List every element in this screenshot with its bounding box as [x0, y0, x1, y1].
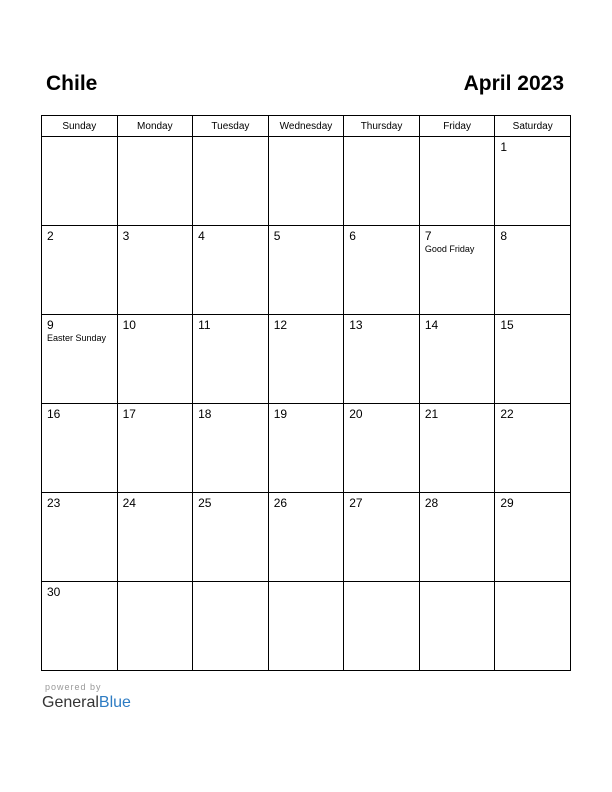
holiday-label: [495, 243, 570, 244]
holiday-label: [495, 332, 570, 333]
day-number: 26: [273, 496, 288, 510]
week-row: [42, 582, 571, 671]
holiday-label: [42, 243, 117, 244]
day-cell: [495, 493, 571, 582]
weekday-header: Friday: [419, 116, 495, 137]
day-cell: [419, 493, 495, 582]
holiday-label: [420, 510, 495, 511]
day-number: 28: [424, 496, 439, 510]
holiday-label: [118, 243, 193, 244]
holiday-label: [269, 140, 344, 141]
holiday-label: [269, 243, 344, 244]
holiday-label: [495, 421, 570, 422]
day-number: 13: [349, 318, 363, 332]
day-number: 21: [424, 407, 439, 421]
holiday-label: [193, 332, 268, 333]
holiday-label: [344, 140, 419, 141]
day-number: 5: [273, 229, 281, 243]
holiday-label: [420, 585, 495, 586]
day-cell: [268, 137, 344, 226]
day-cell: [344, 404, 420, 493]
day-cell: [42, 582, 118, 671]
weekday-header-row: [42, 116, 571, 137]
day-number: 25: [198, 496, 212, 510]
day-cell: [268, 493, 344, 582]
country-title: Chile: [46, 72, 98, 95]
holiday-label: [193, 421, 268, 422]
day-cell: [117, 315, 193, 404]
day-cell: [268, 582, 344, 671]
day-cell: [495, 137, 571, 226]
holiday-label: [193, 510, 268, 511]
weekday-header: Saturday: [495, 116, 571, 137]
holiday-label: [495, 154, 570, 155]
day-number: 30: [47, 585, 61, 599]
holiday-label: [495, 510, 570, 511]
day-number: 15: [500, 318, 514, 332]
holiday-label: [193, 243, 268, 244]
holiday-label: [118, 585, 193, 586]
day-number: 1: [500, 140, 508, 154]
day-number: 12: [273, 318, 288, 332]
day-number: 3: [122, 229, 130, 243]
day-number: 20: [349, 407, 363, 421]
generalblue-logo[interactable]: [42, 693, 131, 713]
day-cell: [268, 404, 344, 493]
day-cell: [419, 137, 495, 226]
day-number: 24: [122, 496, 136, 510]
day-cell: [344, 315, 420, 404]
holiday-label: [42, 510, 117, 511]
day-number: 27: [349, 496, 363, 510]
powered-by-label: powered by: [45, 682, 102, 692]
day-cell: [268, 315, 344, 404]
day-cell: [344, 582, 420, 671]
day-cell: [42, 493, 118, 582]
day-cell: [193, 315, 269, 404]
holiday-label: [344, 332, 419, 333]
holiday-label: [118, 140, 193, 141]
day-number: 22: [500, 407, 514, 421]
day-number: 23: [47, 496, 61, 510]
holiday-label: [269, 421, 344, 422]
day-cell: [117, 404, 193, 493]
day-cell: [193, 582, 269, 671]
holiday-label: [42, 599, 117, 600]
weekday-header: Sunday: [42, 116, 118, 137]
day-cell: [419, 226, 495, 315]
day-number: 29: [500, 496, 514, 510]
day-number: 9: [47, 318, 54, 332]
day-number: 18: [198, 407, 212, 421]
day-number: 16: [47, 407, 61, 421]
weekday-header: Wednesday: [268, 116, 344, 137]
day-cell: [495, 315, 571, 404]
day-number: 8: [500, 229, 508, 243]
day-cell: [193, 137, 269, 226]
holiday-label: Easter Sunday: [47, 333, 107, 343]
day-number: 11: [198, 318, 211, 332]
day-cell: [193, 226, 269, 315]
holiday-label: [193, 585, 268, 586]
day-cell: [419, 404, 495, 493]
day-cell: [495, 226, 571, 315]
day-cell: [42, 226, 118, 315]
day-number: 14: [424, 318, 439, 332]
holiday-label: [269, 585, 344, 586]
day-cell: [495, 582, 571, 671]
day-number: 17: [122, 407, 136, 421]
day-cell: [42, 137, 118, 226]
day-cell: [193, 404, 269, 493]
week-row: [42, 137, 571, 226]
week-row: [42, 315, 571, 404]
day-number: 10: [122, 318, 136, 332]
day-number: 4: [198, 229, 205, 243]
day-cell: [419, 315, 495, 404]
day-cell: [117, 493, 193, 582]
day-cell: [42, 315, 118, 404]
day-cell: [117, 137, 193, 226]
holiday-label: [420, 332, 495, 333]
day-number: 19: [273, 407, 288, 421]
day-number: 2: [47, 229, 54, 243]
calendar-grid: [41, 115, 571, 671]
holiday-label: [344, 421, 419, 422]
day-cell: [495, 404, 571, 493]
week-row: [42, 226, 571, 315]
holiday-label: [420, 140, 495, 141]
day-cell: [344, 493, 420, 582]
holiday-label: [344, 510, 419, 511]
day-cell: [117, 582, 193, 671]
day-cell: [42, 404, 118, 493]
weekday-header: Monday: [117, 116, 193, 137]
day-cell: [117, 226, 193, 315]
weekday-header: Tuesday: [193, 116, 269, 137]
holiday-label: [344, 585, 419, 586]
holiday-label: [42, 140, 117, 141]
holiday-label: [118, 332, 193, 333]
day-cell: [344, 226, 420, 315]
day-number: 7: [424, 229, 432, 243]
holiday-label: [118, 510, 193, 511]
day-cell: [268, 226, 344, 315]
holiday-label: [42, 421, 117, 422]
day-cell: [193, 493, 269, 582]
day-cell: [419, 582, 495, 671]
holiday-label: [193, 140, 268, 141]
holiday-label: [118, 421, 193, 422]
week-row: [42, 493, 571, 582]
day-number: 6: [349, 229, 356, 243]
holiday-label: [344, 243, 419, 244]
brand-general-text: General: [42, 694, 99, 711]
holiday-label: [269, 510, 344, 511]
month-year-title: April 2023: [463, 72, 564, 95]
holiday-label: [420, 421, 495, 422]
week-row: [42, 404, 571, 493]
holiday-label: Good Friday: [424, 244, 475, 254]
day-cell: [344, 137, 420, 226]
holiday-label: [269, 332, 344, 333]
weekday-header: Thursday: [344, 116, 420, 137]
holiday-label: [495, 585, 570, 586]
brand-blue-text: Blue: [98, 694, 131, 711]
